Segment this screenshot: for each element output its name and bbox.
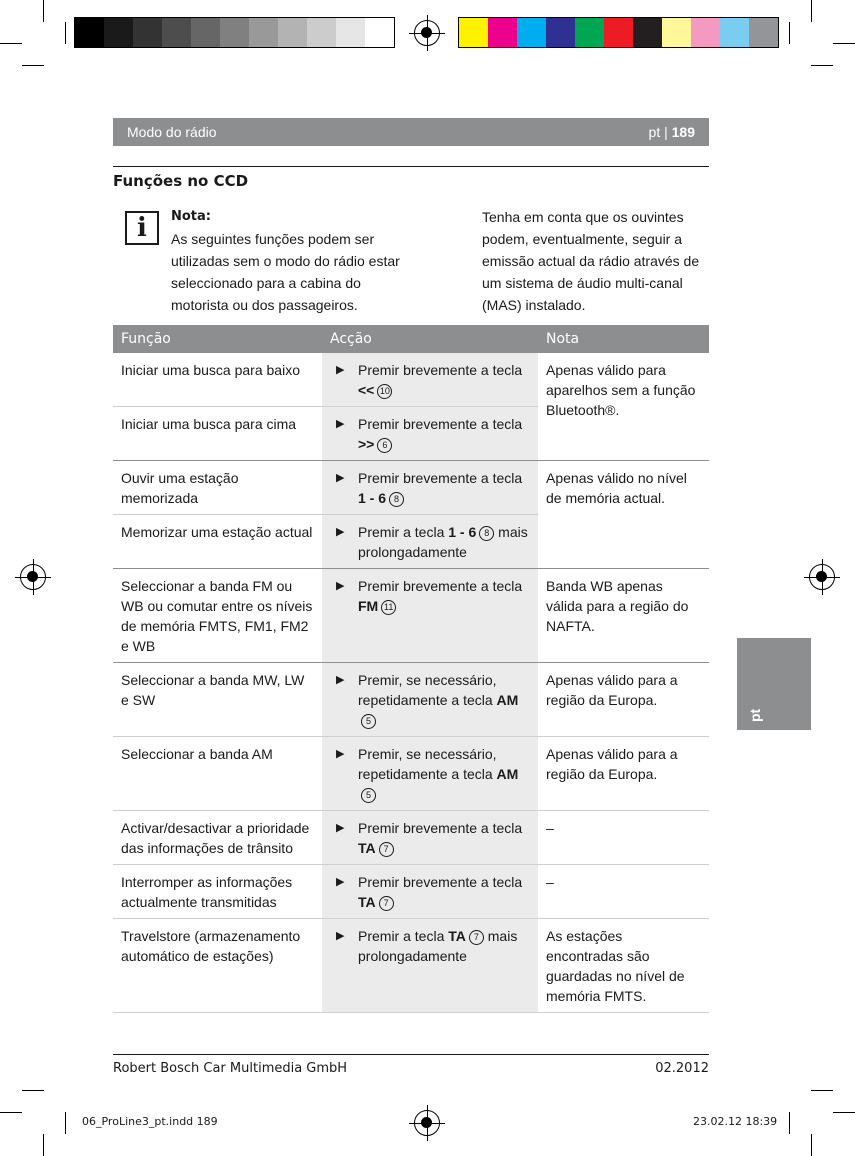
crop-mark <box>811 1090 833 1091</box>
triangle-bullet-icon: ▶ <box>336 876 345 888</box>
action-text: Premir a tecla <box>358 524 445 540</box>
triangle-bullet-icon: ▶ <box>336 580 345 592</box>
cell-note: Apenas válido para a região da Europa. <box>538 663 709 737</box>
action-text: Premir, se necessário, repetidamente a tecla <box>358 672 497 708</box>
triangle-bullet-icon: ▶ <box>336 526 345 538</box>
page-footer <box>113 1054 709 1076</box>
color-calibration-bar <box>458 17 779 48</box>
crop-mark <box>789 22 790 44</box>
crop-mark <box>833 43 855 44</box>
action-text: Premir brevemente a tecla <box>358 470 523 486</box>
section-title: Funções no CCD <box>113 172 249 190</box>
action-text: Premir brevemente a tecla <box>358 416 523 432</box>
registration-mark-icon <box>414 1110 440 1136</box>
crop-mark <box>833 1112 855 1113</box>
functions-table <box>113 325 709 1013</box>
action-text: Premir brevemente a tecla <box>358 820 523 836</box>
key-number-badge: 5 <box>361 788 376 803</box>
action-text: Premir, se necessário, repetidamente a tecla <box>358 746 497 782</box>
cell-function: Ouvir uma estação memorizada <box>113 461 322 515</box>
footer-date: 02.2012 <box>655 1061 709 1076</box>
key-label: TA <box>358 894 376 910</box>
column-header: Nota <box>538 325 709 353</box>
crop-mark <box>22 1090 44 1091</box>
grayscale-calibration-bar <box>74 17 395 48</box>
key-label: TA <box>358 840 376 856</box>
cell-function: Seleccionar a banda FM ou WB ou comutar entre os níveis de memória FMTS, FM1, FM2 e WB <box>113 569 322 663</box>
cell-action <box>322 407 538 461</box>
triangle-bullet-icon: ▶ <box>336 822 345 834</box>
cell-note: Apenas válido para a região da Europa. <box>538 737 709 811</box>
cell-function: Travelstore (armazenamento automático de estações) <box>113 919 322 1013</box>
cell-action <box>322 865 538 919</box>
divider <box>113 166 709 167</box>
cell-function: Iniciar uma busca para cima <box>113 407 322 461</box>
key-number-badge: 7 <box>469 930 484 945</box>
action-text: Premir brevemente a tecla <box>358 578 523 594</box>
cell-function: Memorizar uma estação actual <box>113 515 322 569</box>
cell-action <box>322 811 538 865</box>
triangle-bullet-icon: ▶ <box>336 674 345 686</box>
footer-company: Robert Bosch Car Multimedia GmbH <box>113 1061 348 1076</box>
crop-mark <box>811 1134 812 1156</box>
cell-note: Banda WB apenas válida para a região do NAFTA. <box>538 569 709 663</box>
cell-note: – <box>538 865 709 919</box>
table-row <box>113 353 709 407</box>
crop-mark <box>65 22 66 44</box>
key-number-badge: 8 <box>389 492 404 507</box>
triangle-bullet-icon: ▶ <box>336 364 345 376</box>
cell-function: Seleccionar a banda MW, LW e SW <box>113 663 322 737</box>
cell-action <box>322 515 538 569</box>
key-label: 1 - 6 <box>448 524 477 540</box>
key-number-badge: 5 <box>361 714 376 729</box>
key-number-badge: 7 <box>379 842 394 857</box>
language-tab-label: pt <box>747 708 763 722</box>
table-row <box>113 737 709 811</box>
key-label: TA <box>448 928 466 944</box>
cell-function: Interromper as informações actualmente transmitidas <box>113 865 322 919</box>
header-lang: pt <box>648 124 661 140</box>
action-text: Premir brevemente a tecla <box>358 874 523 890</box>
cell-action <box>322 737 538 811</box>
triangle-bullet-icon: ▶ <box>336 472 345 484</box>
info-icon: i <box>125 211 159 245</box>
cell-action <box>322 569 538 663</box>
key-label: 1 - 6 <box>358 490 387 506</box>
registration-mark-icon <box>20 564 46 590</box>
note-text-right: Tenha em conta que os ouvintes podem, eventualmente, seguir a emissão actual da rádio através de um sistema de áudio multi-canal (MAS) instalado. <box>482 209 700 313</box>
crop-mark <box>811 0 812 22</box>
key-number-badge: 6 <box>377 438 392 453</box>
table-row <box>113 865 709 919</box>
cell-note: – <box>538 811 709 865</box>
crop-mark <box>0 43 22 44</box>
action-text-after: mais prolongadamente <box>358 928 518 964</box>
key-number-badge: 11 <box>381 600 396 615</box>
slug-file: 06_ProLine3_pt.indd 189 <box>82 1115 218 1128</box>
cell-note: As estações encontradas são guardadas no nível de memória FMTS. <box>538 919 709 1013</box>
registration-mark-icon <box>809 564 835 590</box>
note-block <box>171 206 411 316</box>
action-text: Premir brevemente a tecla <box>358 362 523 378</box>
cell-function: Iniciar uma busca para baixo <box>113 353 322 407</box>
page-header <box>113 118 709 146</box>
key-number-badge: 10 <box>377 384 392 399</box>
cell-function: Activar/desactivar a prioridade das informações de trânsito <box>113 811 322 865</box>
cell-note: Apenas válido no nível de memória actual. <box>538 461 709 569</box>
triangle-bullet-icon: ▶ <box>336 748 345 760</box>
action-text: Premir a tecla <box>358 928 445 944</box>
table-row <box>113 663 709 737</box>
table-row <box>113 919 709 1013</box>
triangle-bullet-icon: ▶ <box>336 930 345 942</box>
crop-mark <box>789 1112 790 1134</box>
crop-mark <box>22 65 44 66</box>
page-number: 189 <box>671 124 695 140</box>
column-header: Função <box>113 325 322 353</box>
key-label: AM <box>496 766 519 782</box>
cell-note: Apenas válido para aparelhos sem a função Bluetooth®. <box>538 353 709 461</box>
crop-mark <box>811 65 833 66</box>
cell-action <box>322 461 538 515</box>
note-text: As seguintes funções podem ser utilizadas sem o modo do rádio estar seleccionado para a cabina do motorista ou dos passageiros. <box>171 231 400 313</box>
column-header: Acção <box>322 325 538 353</box>
table-row <box>113 461 709 515</box>
note-label: Nota: <box>171 209 211 224</box>
header-page: pt | 189 <box>648 124 695 140</box>
key-number-badge: 7 <box>379 896 394 911</box>
key-label: >> <box>358 436 375 452</box>
table-row <box>113 569 709 663</box>
action-text-after: mais prolongadamente <box>358 524 528 560</box>
key-label: FM <box>358 598 379 614</box>
key-label: << <box>358 382 375 398</box>
table-header-row <box>113 325 709 353</box>
crop-mark <box>43 1134 44 1156</box>
registration-mark-icon <box>414 20 440 46</box>
cell-action <box>322 353 538 407</box>
header-section: Modo do rádio <box>127 124 217 140</box>
crop-mark <box>0 1112 22 1113</box>
table-row <box>113 811 709 865</box>
cell-function: Seleccionar a banda AM <box>113 737 322 811</box>
language-tab <box>737 638 811 730</box>
cell-action <box>322 919 538 1013</box>
crop-mark <box>65 1112 66 1134</box>
triangle-bullet-icon: ▶ <box>336 418 345 430</box>
cell-action <box>322 663 538 737</box>
key-label: AM <box>496 692 519 708</box>
slug-timestamp: 23.02.12 18:39 <box>693 1115 778 1128</box>
key-number-badge: 8 <box>479 526 494 541</box>
crop-mark <box>43 0 44 22</box>
